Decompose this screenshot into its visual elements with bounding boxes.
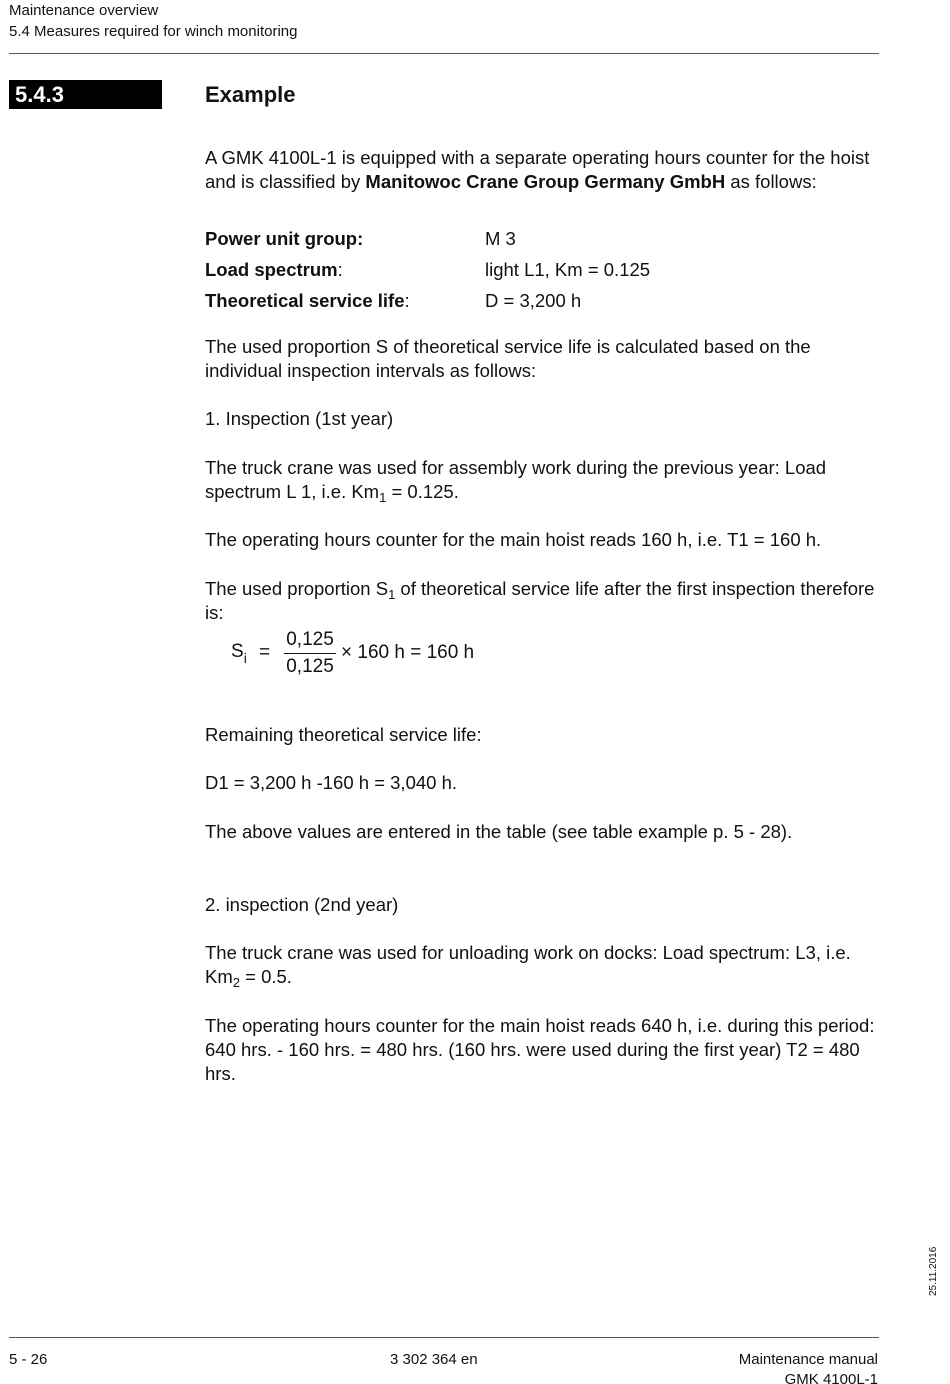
formula-equals: =: [259, 642, 271, 663]
section-number: 5.4.3: [9, 80, 162, 109]
section-title: Example: [205, 82, 296, 107]
remaining-life-calculation: D1 = 3,200 h -160 h = 3,040 h.: [205, 772, 457, 793]
formula-numerator: 0,125: [286, 629, 334, 650]
date-stamp: 25.11.2016: [928, 1246, 939, 1296]
inspection-2-hours: The operating hours counter for the main hoist reads 640 h, i.e. during this period: 640 hrs. - 160 hrs. = 480 hrs. (160 hrs. were used during the first year) T2 = 480 hrs.: [205, 1015, 875, 1084]
inspection-2-title: 2. inspection (2nd year): [205, 894, 399, 915]
manual-title: Maintenance manual GMK 4100L-1: [738, 1351, 878, 1384]
page-number: 5 - 26: [9, 1351, 48, 1368]
remaining-life-title: Remaining theoretical service life:: [205, 724, 482, 745]
proportion-paragraph: The used proportion S of theoretical service life is calculated based on the individual inspection intervals as follows:: [205, 336, 811, 381]
table-note: The above values are entered in the table (see table example p. 5 - 28).: [205, 821, 793, 842]
inspection-1-hours: The operating hours counter for the main hoist reads 160 h, i.e. T1 = 160 h.: [205, 529, 822, 550]
footer-divider: [9, 1337, 879, 1338]
formula-fraction: [283, 627, 337, 680]
intro-paragraph: A GMK 4100L-1 is equipped with a separate operating hours counter for the hoist and is classified by Manitowoc Crane Group Germany GmbH as follows:: [205, 147, 870, 192]
header-chapter: Maintenance overview: [9, 2, 159, 19]
inspection-1-title: 1. Inspection (1st year): [205, 408, 394, 429]
header-divider: [9, 53, 879, 54]
formula-symbol: $S_i$: [231, 641, 247, 666]
inspection-1-load-spectrum: The truck crane was used for assembly work during the previous year: Load spectrum L 1, i.e. $Km_1 = 0.125$.: [205, 457, 827, 505]
inspection-2-load-spectrum: The truck crane was used for unloading work on docks: Load spectrum: L3, i.e. $Km_2 = 0.5$.: [205, 942, 851, 990]
manufacturer-name: Manitowoc Crane Group Germany GmbH: [365, 171, 726, 192]
formula-denominator: 0,125: [286, 656, 334, 677]
document-number: 3 302 364 en: [390, 1351, 478, 1368]
formula-result: × 160 h = 160 h: [341, 642, 475, 663]
header-section: 5.4 Measures required for winch monitoring: [9, 23, 298, 40]
inspection-1-proportion: The used proportion $S_1$ of theoretical service life after the first inspection therefore is:: [205, 578, 875, 623]
